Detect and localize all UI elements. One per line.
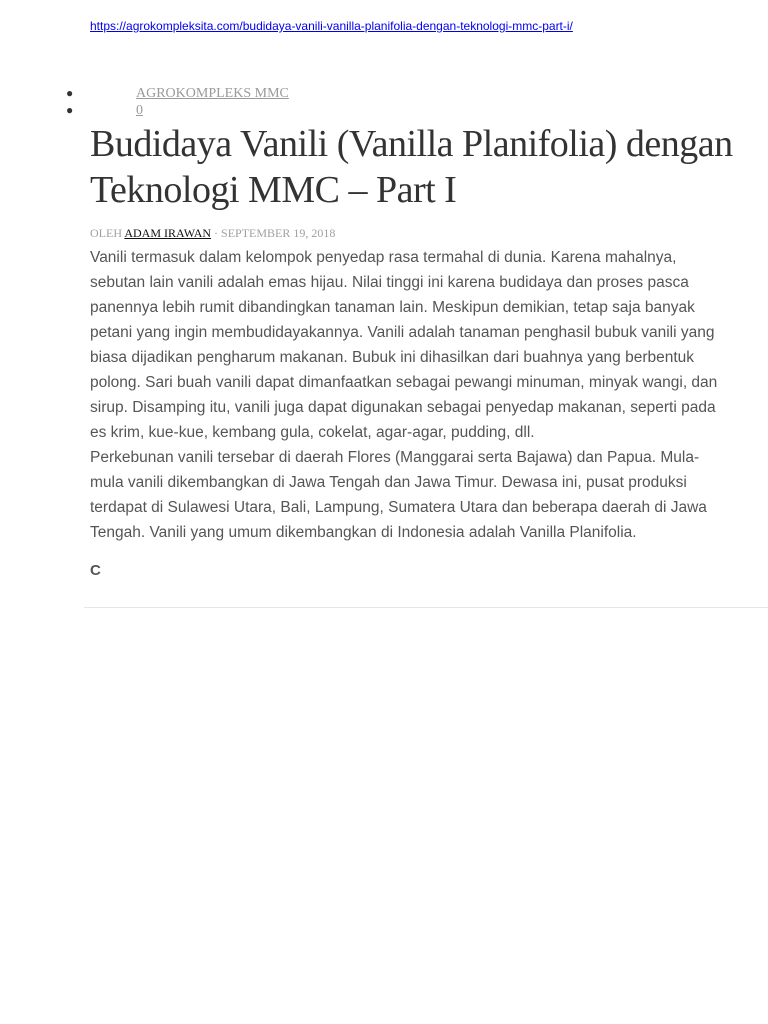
byline	[90, 226, 335, 241]
byline-prefix: OLEH	[90, 226, 122, 240]
paragraph: Vanili termasuk dalam kelompok penyedap rasa termahal di dunia. Karena mahalnya, sebutan lain vanili adalah emas hijau. Nilai tinggi ini karena budidaya dan proses pasca panennya lebih rumit dibandingkan tanaman lain. Meskipun demikian, tetap saja banyak petani yang ingin membudidayakannya. Vanili adalah tanaman penghasil bubuk vanili yang biasa dijadikan pengharum makanan. Bubuk ini dihasilkan dari buahnya yang berbentuk polong. Sari buah vanili dapat dimanfaatkan sebagai pewangi minuman, minyak wangi, dan sirup. Disamping itu, vanili juga dapat digunakan sebagai penyedap makanan, seperti pada es krim, kue-kue, kembang gula, cokelat, agar-agar, pudding, dll.	[90, 249, 718, 441]
source-url-link[interactable]: https://agrokompleksita.com/budidaya-vanili-vanilla-planifolia-dengan-teknologi-mmc-part-i/	[90, 19, 573, 33]
section-subheading: C	[90, 562, 101, 579]
date-separator: ·	[214, 226, 222, 240]
bullet-icon: ●	[66, 103, 74, 117]
comments-count-link[interactable]: 0	[136, 103, 143, 118]
post-date: SEPTEMBER 19, 2018	[221, 226, 336, 240]
divider	[84, 607, 768, 608]
article-title: Budidaya Vanili (Vanilla Planifolia) dengan Teknologi MMC – Part I	[90, 123, 733, 211]
article-body	[90, 245, 730, 545]
category-link[interactable]: AGROKOMPLEKS MMC	[136, 86, 289, 101]
paragraph: Perkebunan vanili tersebar di daerah Flores (Manggarai serta Bajawa) dan Papua. Mula-mula vanili dikembangkan di Jawa Tengah dan Jawa Timur. Dewasa ini, pusat produksi terdapat di Sulawesi Utara, Bali, Lampung, Sumatera Utara dan beberapa daerah di Jawa Tengah. Vanili yang umum dikembangkan di Indonesia adalah Vanilla Planifolia.	[90, 449, 707, 541]
author-link[interactable]: ADAM IRAWAN	[124, 226, 212, 240]
bullet-icon: ●	[66, 86, 74, 100]
